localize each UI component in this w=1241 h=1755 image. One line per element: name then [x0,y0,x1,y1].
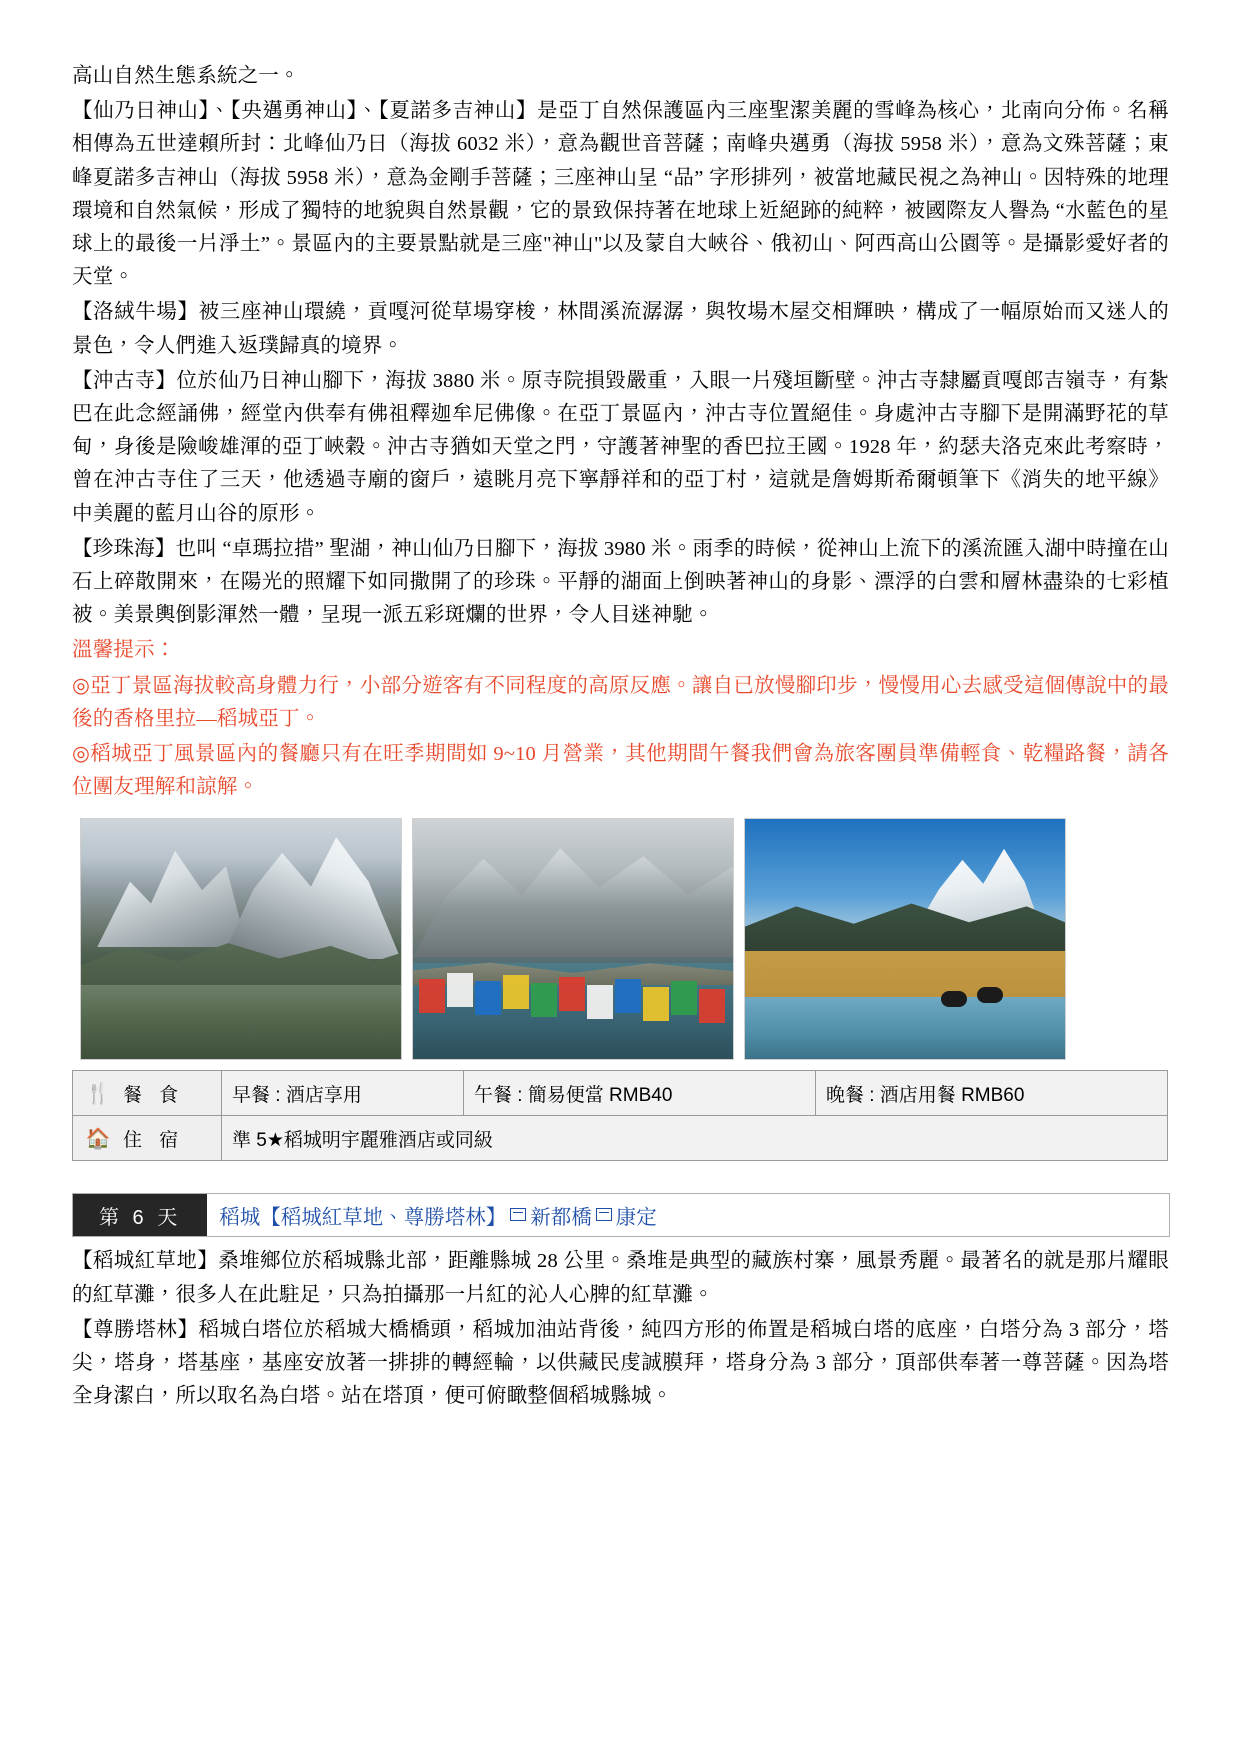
day-title-start: 稻城【稻城紅草地、尊勝塔林】 [219,1207,507,1230]
day-title-mid: 新都橋 [530,1207,592,1230]
paragraph-intro: 高山自然生態系統之一。 [72,65,300,87]
house-icon: 🏠 [85,1127,111,1150]
route-arrow-icon [510,1208,526,1221]
meal-label-cell [73,1071,222,1116]
dinner-cell: 晚餐 : 酒店用餐 RMB60 [815,1071,1167,1116]
table-row-hotel [73,1116,1168,1161]
peak-shape-left [97,837,247,947]
hotel-label-cell [73,1116,222,1161]
lunch-cell: 午餐 : 簡易便當 RMB40 [463,1071,815,1116]
paragraph-chonggu-temple: 【沖古寺】位於仙乃日神山腳下，海拔 3880 米。原寺院損毀嚴重，入眼一片殘垣斷壁。沖古寺隸屬貢嘎郎吉嶺寺，有紮巴在此念經誦佛，經堂內供奉有佛祖釋迦牟尼佛像。在亞丁景區內，沖古寺位置絕佳。身處沖古寺腳下是開滿野花的草甸，身後是險峻雄渾的亞丁峽穀。沖古寺猶如天堂之門，守護著神聖的香巴拉王國。1928 年，約瑟夫洛克來此考察時，曾在沖古寺住了三天，他透過寺廟的窗戶，遠眺月亮下寧靜祥和的亞丁村，這就是詹姆斯希爾頓筆下《消失的地平線》中美麗的藍月山谷的原形。 [72,369,1169,525]
tips-heading: 溫馨提示： [72,639,176,662]
day-number: 第 6 天 [73,1194,207,1236]
paragraph-luorong-pasture: 【洛絨牛場】被三座神山環繞，貢嘎河從草場穿梭，林間溪流潺潺，與牧場木屋交相輝映，構成了一幅原始而又迷人的景色，令人們進入返璞歸真的境界。 [72,301,1169,357]
photo-strip [72,818,1169,1060]
day-title-end: 康定 [615,1207,657,1230]
mountain-backdrop [413,827,733,957]
hotel-value-cell: 準 5★稻城明宇麗雅酒店或同級 [222,1116,1168,1161]
tips-line-meals: ◎稻城亞丁風景區內的餐廳只有在旺季期間如 9~10 月營業，其他期間午餐我們會為旅客團員準備輕食、乾糧路餐，請各位團友理解和諒解。 [72,743,1169,799]
paragraph-pearl-lake: 【珍珠海】也叫 “卓瑪拉措” 聖湖，神山仙乃日腳下，海拔 3980 米。雨季的時候，從神山上流下的溪流匯入湖中時撞在山石上碎散開來，在陽光的照耀下如同撒開了的珍珠。平靜的湖面上倒映著神山的身影、漂浮的白雲和層林盡染的七彩植被。美景輿倒影渾然一體，呈現一派五彩斑爛的世界，令人目迷神馳。 [72,537,1169,627]
lake-water [81,985,401,1059]
paragraph-white-pagoda: 【尊勝塔林】稻城白塔位於稻城大橋橋頭，稻城加油站背後，純四方形的佈置是稻城白塔的底座，白塔分為 3 部分，塔尖，塔身，塔基座，基座安放著一排排的轉經輪，以供藏民虔誠膜拜，塔身分為 3 部分，頂部供奉著一尊菩薩。因為塔全身潔白，所以取名為白塔。站在塔頂，便可俯瞰整個稻城縣城。 [72,1318,1169,1408]
photo-yaks-river-peak [744,818,1066,1060]
breakfast-cell: 早餐 : 酒店享用 [222,1071,464,1116]
prayer-flags [413,963,733,1033]
hotel-label: 住 宿 [123,1129,185,1151]
paragraph-sacred-mountains: 【仙乃日神山】、【央邁勇神山】、【夏諾多吉神山】是亞丁自然保護區內三座聖潔美麗的雪峰為核心，北南向分佈。名稱相傳為五世達賴所封：北峰仙乃日（海拔 6032 米），意為觀世音菩薩；南峰央邁勇（海拔 5958 米），意為文殊菩薩；東峰夏諾多吉神山（海拔 5958 米），意為金剛手菩薩；三座神山呈 “品” 字形排列，被當地藏民視之為神山。因特殊的地理環境和自然氣候，形成了獨特的地貌與自然景觀，它的景致保持著在地球上近絕跡的純粹，被國際友人譽為 “水藍色的星球上的最後一片淨土”。景區內的主要景點就是三座"神山"以及蒙自大峽谷、俄初山、阿西高山公園等。是攝影愛好者的天堂。 [72,100,1169,289]
day-title [207,1194,1169,1236]
meal-label: 餐 食 [123,1084,185,1106]
yak-figure [941,991,967,1007]
meal-and-hotel-table [72,1070,1168,1161]
river-water [745,997,1065,1059]
tips-line-altitude: ◎亞丁景區海拔較高身體力行，小部分遊客有不同程度的高原反應。讓自已放慢腳印步，慢慢用心去感受這個傳說中的最後的香格里拉—稻城亞丁。 [72,674,1169,730]
table-row-meals [73,1071,1168,1116]
photo-yading-peaks-lake [80,818,402,1060]
peak-shape-right [221,829,401,959]
fork-knife-icon: 🍴 [85,1082,111,1105]
photo-prayer-flags-lake [412,818,734,1060]
route-arrow-icon [596,1208,612,1221]
yak-figure [977,987,1003,1003]
day-header-bar [72,1193,1170,1237]
paragraph-red-grassland: 【稻城紅草地】桑堆鄉位於稻城縣北部，距離縣城 28 公里。桑堆是典型的藏族村寨，風景秀麗。最著名的就是那片耀眼的紅草灘，很多人在此駐足，只為拍攝那一片紅的沁人心脾的紅草灘。 [72,1250,1169,1306]
